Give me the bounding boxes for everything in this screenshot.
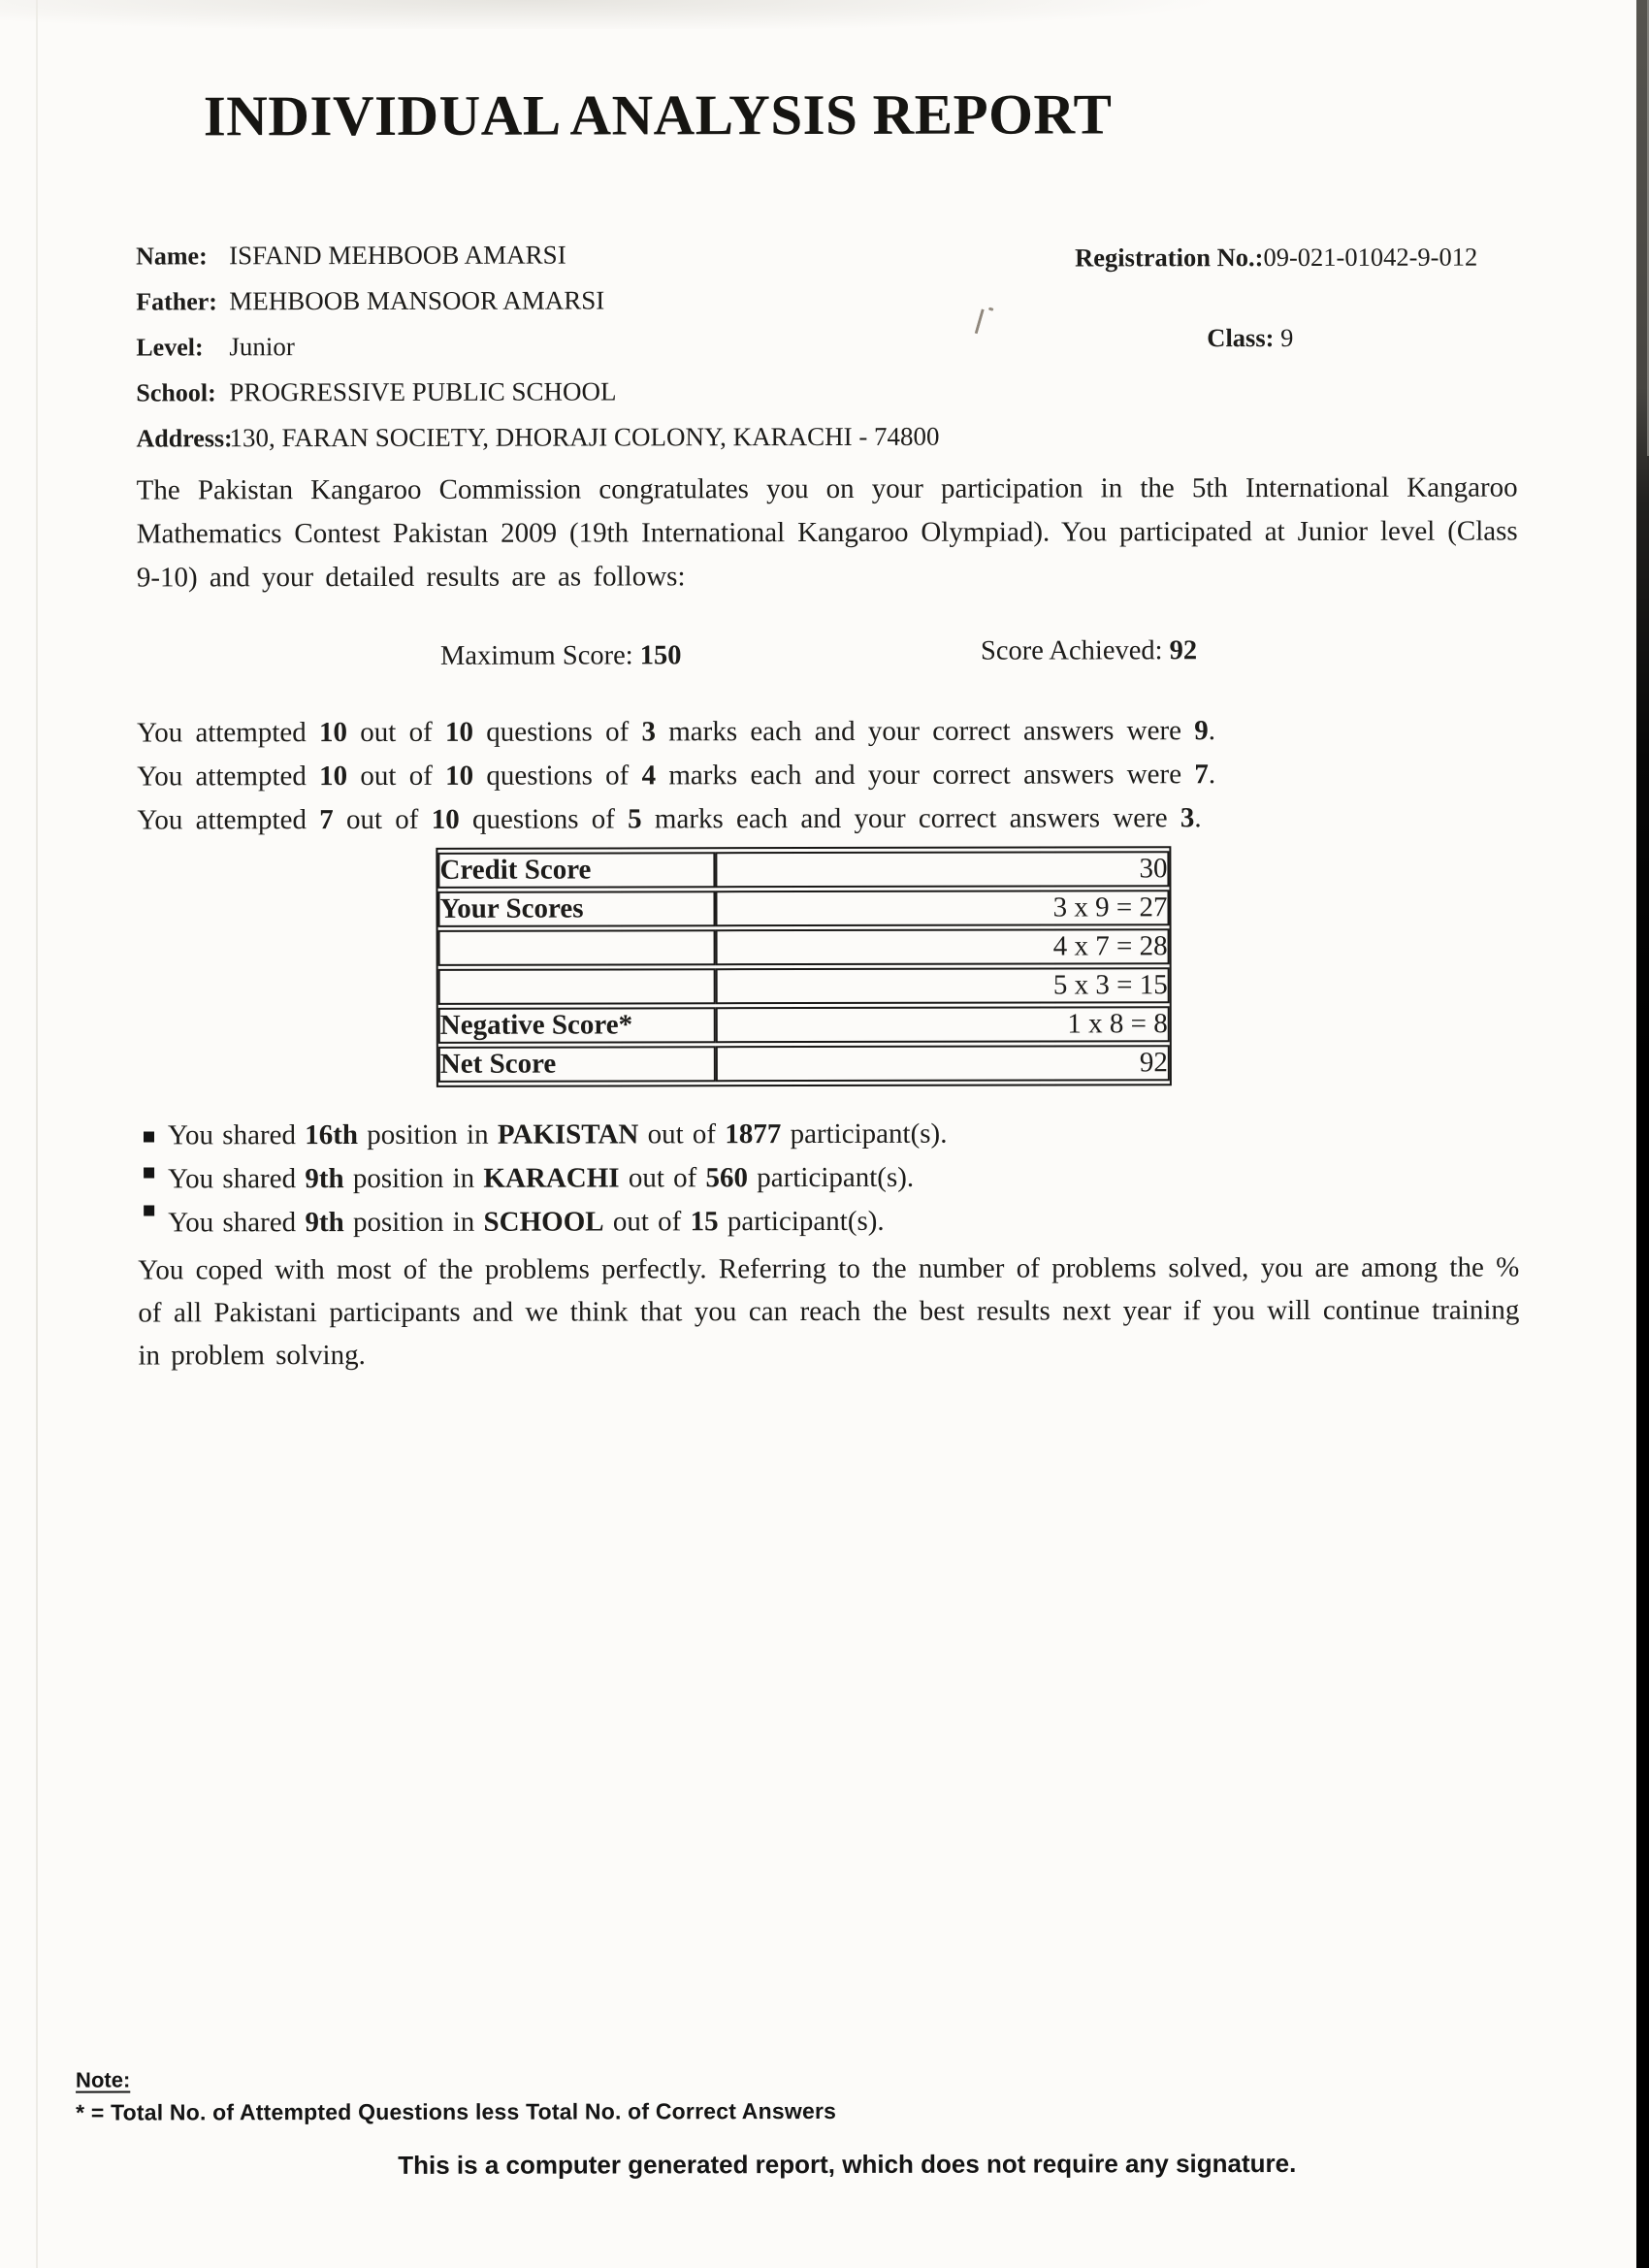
scope-name: KARACHI bbox=[483, 1162, 620, 1194]
scope-name: PAKISTAN bbox=[497, 1118, 639, 1150]
registration-number bbox=[1075, 243, 1477, 274]
score-table bbox=[436, 846, 1172, 1087]
field-label-school: School: bbox=[136, 378, 216, 407]
field-label-address: Address: bbox=[136, 424, 233, 453]
score-achieved-label: Score Achieved: bbox=[980, 635, 1170, 666]
bullet-square-icon bbox=[144, 1131, 154, 1142]
field-label-father: Father: bbox=[136, 287, 217, 316]
note-heading: Note: bbox=[76, 2067, 131, 2092]
position-list bbox=[144, 1118, 948, 1250]
total-count: 10 bbox=[431, 803, 460, 835]
score-row-value: 1 x 8 = 8 bbox=[716, 1006, 1170, 1043]
score-table-row bbox=[437, 851, 1169, 889]
attempted-count: 10 bbox=[319, 761, 348, 793]
maximum-score bbox=[440, 640, 682, 672]
score-table-row bbox=[437, 890, 1169, 927]
score-row-label: Negative Score* bbox=[438, 1007, 716, 1044]
field-row-level bbox=[136, 332, 939, 362]
correct-count: 7 bbox=[1194, 759, 1209, 791]
score-row-value: 5 x 3 = 15 bbox=[716, 967, 1170, 1004]
rank-value: 16th bbox=[305, 1119, 359, 1151]
marks-value: 3 bbox=[641, 716, 656, 748]
attempt-line-1: You attempted 10 out of 10 questions of 3 marks each and your correct answers were 9. bbox=[137, 715, 1216, 749]
score-row-value: 4 x 7 = 28 bbox=[716, 928, 1170, 965]
page-title: INDIVIDUAL ANALYSIS REPORT bbox=[203, 81, 1113, 148]
footer-statement: This is a computer generated report, which does not require any signature. bbox=[398, 2148, 1297, 2180]
score-table-row bbox=[438, 1006, 1170, 1044]
maximum-score-value: 150 bbox=[639, 640, 682, 671]
score-row-label: Credit Score bbox=[437, 852, 715, 889]
attempt-line-2: You attempted 10 out of 10 questions of 4 marks each and your correct answers were 7. bbox=[137, 759, 1216, 793]
registration-label: Registration No.: bbox=[1075, 243, 1264, 273]
page-fold-line bbox=[36, 0, 38, 2268]
correct-count: 3 bbox=[1180, 802, 1195, 834]
attempt-line-3: You attempted 7 out of 10 questions of 5 marks each and your correct answers were 3. bbox=[137, 802, 1202, 836]
bullet-square-icon bbox=[144, 1205, 154, 1215]
rank-value: 9th bbox=[305, 1207, 344, 1239]
score-table-row bbox=[438, 928, 1170, 966]
score-row-label: Net Score bbox=[438, 1046, 716, 1083]
rank-value: 9th bbox=[305, 1163, 344, 1195]
field-row-name bbox=[136, 241, 939, 271]
field-value-name: ISFAND MEHBOOB AMARSI bbox=[229, 240, 566, 271]
marks-value: 5 bbox=[628, 803, 642, 835]
score-achieved bbox=[981, 635, 1197, 666]
closing-paragraph: You coped with most of the problems perfectly. Referring to the number of problems solved, you are among the % of all Pakistani participants and we think that you can reach the best results next year if you will continue training in problem solving. bbox=[138, 1251, 1520, 1372]
scan-edge-artifact bbox=[1636, 0, 1649, 2268]
position-line-karachi: You shared 9th position in KARACHI out of 560 participant(s). bbox=[144, 1161, 948, 1197]
score-table-row bbox=[438, 967, 1170, 1005]
marks-value: 4 bbox=[641, 760, 657, 792]
attempts-block bbox=[137, 709, 1215, 842]
score-row-value: 3 x 9 = 27 bbox=[715, 890, 1169, 926]
field-label-name: Name: bbox=[136, 242, 208, 271]
intro-paragraph: The Pakistan Kangaroo Commission congratulates you on your participation in the 5th International Kangaroo Mathematics Contest Pakistan 2009 (19th International Kangaroo Olympiad). You participated at Junior level (Class 9-10) and your detailed results are as follows: bbox=[136, 471, 1518, 594]
maximum-score-label: Maximum Score: bbox=[439, 640, 640, 671]
participant-count: 15 bbox=[690, 1206, 719, 1238]
position-line-pakistan: You shared 16th position in PAKISTAN out of 1877 participant(s). bbox=[144, 1118, 948, 1153]
score-achieved-value: 92 bbox=[1169, 635, 1198, 666]
field-label-level: Level: bbox=[136, 333, 204, 362]
participant-count: 560 bbox=[705, 1162, 749, 1194]
score-row-value: 92 bbox=[716, 1045, 1170, 1082]
field-value-level: Junior bbox=[229, 332, 295, 362]
score-row-label: Your Scores bbox=[437, 891, 715, 927]
field-value-address: 130, FARAN SOCIETY, DHORAJI COLONY, KARACHI - 74800 bbox=[229, 421, 940, 453]
bullet-square-icon bbox=[144, 1167, 154, 1178]
field-row-school bbox=[136, 377, 939, 407]
field-value-father: MEHBOOB MANSOOR AMARSI bbox=[229, 285, 605, 316]
student-info-block bbox=[136, 241, 940, 470]
registration-value: 09-021-01042-9-012 bbox=[1263, 242, 1478, 273]
participant-count: 1877 bbox=[725, 1118, 782, 1150]
correct-count: 9 bbox=[1194, 715, 1209, 747]
attempted-count: 7 bbox=[319, 804, 334, 836]
class-field bbox=[1207, 323, 1293, 353]
field-row-father bbox=[136, 286, 939, 316]
scope-name: SCHOOL bbox=[483, 1206, 604, 1238]
position-line-school: You shared 9th position in SCHOOL out of 15 participant(s). bbox=[144, 1205, 948, 1241]
note-body: * = Total No. of Attempted Questions less Total No. of Correct Answers bbox=[76, 2097, 837, 2125]
attempted-count: 10 bbox=[318, 717, 348, 749]
score-table-row bbox=[438, 1045, 1170, 1083]
field-value-school: PROGRESSIVE PUBLIC SCHOOL bbox=[229, 376, 617, 407]
score-row-label bbox=[438, 968, 716, 1005]
total-count: 10 bbox=[444, 716, 474, 748]
score-row-value: 30 bbox=[715, 851, 1169, 888]
note-block bbox=[76, 2066, 836, 2126]
score-row-label bbox=[438, 929, 716, 966]
field-row-address bbox=[136, 423, 939, 453]
total-count: 10 bbox=[445, 760, 474, 792]
class-label: Class: bbox=[1207, 323, 1275, 353]
class-number: 9 bbox=[1280, 322, 1294, 353]
